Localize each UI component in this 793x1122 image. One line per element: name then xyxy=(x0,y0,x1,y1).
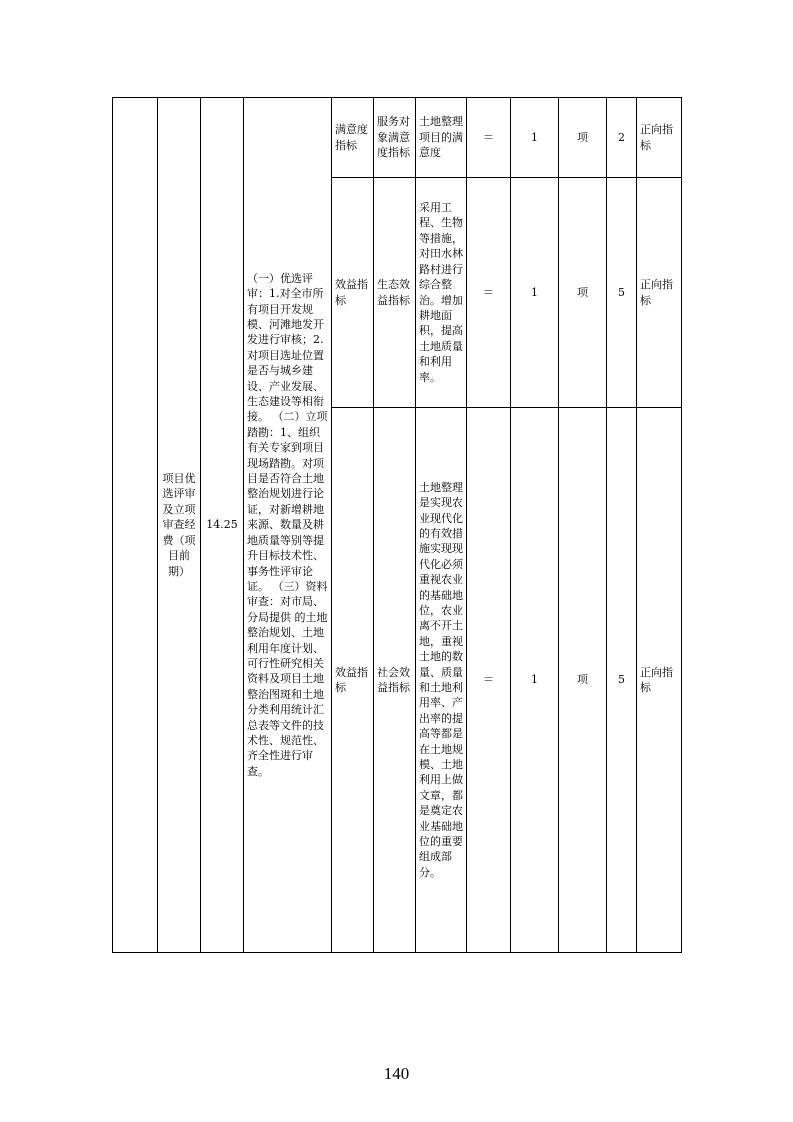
direction-cell: 正向指标 xyxy=(637,98,682,178)
unit-cell: 项 xyxy=(559,98,607,178)
direction-cell: 正向指标 xyxy=(637,408,682,953)
level2-indicator-cell: 服务对象满意度指标 xyxy=(374,98,416,178)
level3-indicator-cell: 采用工程、生物等措施，对田水林路村进行综合整治。增加耕地面积，提高土地质量和利用率。 xyxy=(416,178,467,408)
amount-cell: 14.25 xyxy=(201,98,244,953)
level1-indicator-cell: 效益指标 xyxy=(332,178,374,408)
score-cell: 5 xyxy=(607,178,637,408)
level2-indicator-cell: 社会效益指标 xyxy=(374,408,416,953)
level3-indicator-cell: 土地整理项目的满意度 xyxy=(416,98,467,178)
target-value-cell: 1 xyxy=(511,408,559,953)
operator-cell: ＝ xyxy=(467,408,511,953)
blank-cell xyxy=(113,98,158,953)
project-content-cell: （一）优选评审：1.对全市所有项目开发规模、河滩地发开发进行审核；2.对项目选址位置是否与城乡建设、产业发展、生态建设等相衔接。 （二）立项踏勘：1、组织有关专家到项目现场踏勘。对项目是否符合土地整治规划进行论证，对新增耕地来源、数量及耕地质量等别等提升目标技术性、事务性评审论证。 （三）资料审查：对市局、分局提供 的土地整治规划、土地利用年度计划、可行性研究相关资料及项目土地整治图斑和土地分类利用统计汇总表等文件的技术性、规范性、齐全性进行审查。 xyxy=(244,98,332,953)
direction-cell: 正向指标 xyxy=(637,178,682,408)
target-value-cell: 1 xyxy=(511,178,559,408)
unit-cell: 项 xyxy=(559,408,607,953)
page-number: 140 xyxy=(383,1064,410,1083)
target-value-cell: 1 xyxy=(511,98,559,178)
operator-cell: ＝ xyxy=(467,178,511,408)
operator-cell: ＝ xyxy=(467,98,511,178)
table-row xyxy=(113,98,682,178)
performance-indicator-table xyxy=(112,97,682,953)
level3-indicator-cell: 土地整理是实现农业现代化的有效措施实现现代化必须重视农业的基础地位，农业离不开土地，重视土地的数量、质量和土地利用率、产出率的提高等都是在土地规模、土地利用上做文章，都是奠定农业基础地位的重要组成部分。 xyxy=(416,408,467,953)
level1-indicator-cell: 效益指标 xyxy=(332,408,374,953)
project-name-cell: 项目优选评审及立项审查经费（项目前期） xyxy=(158,98,201,953)
level1-indicator-cell: 满意度指标 xyxy=(332,98,374,178)
score-cell: 2 xyxy=(607,98,637,178)
level2-indicator-cell: 生态效益指标 xyxy=(374,178,416,408)
unit-cell: 项 xyxy=(559,178,607,408)
score-cell: 5 xyxy=(607,408,637,953)
